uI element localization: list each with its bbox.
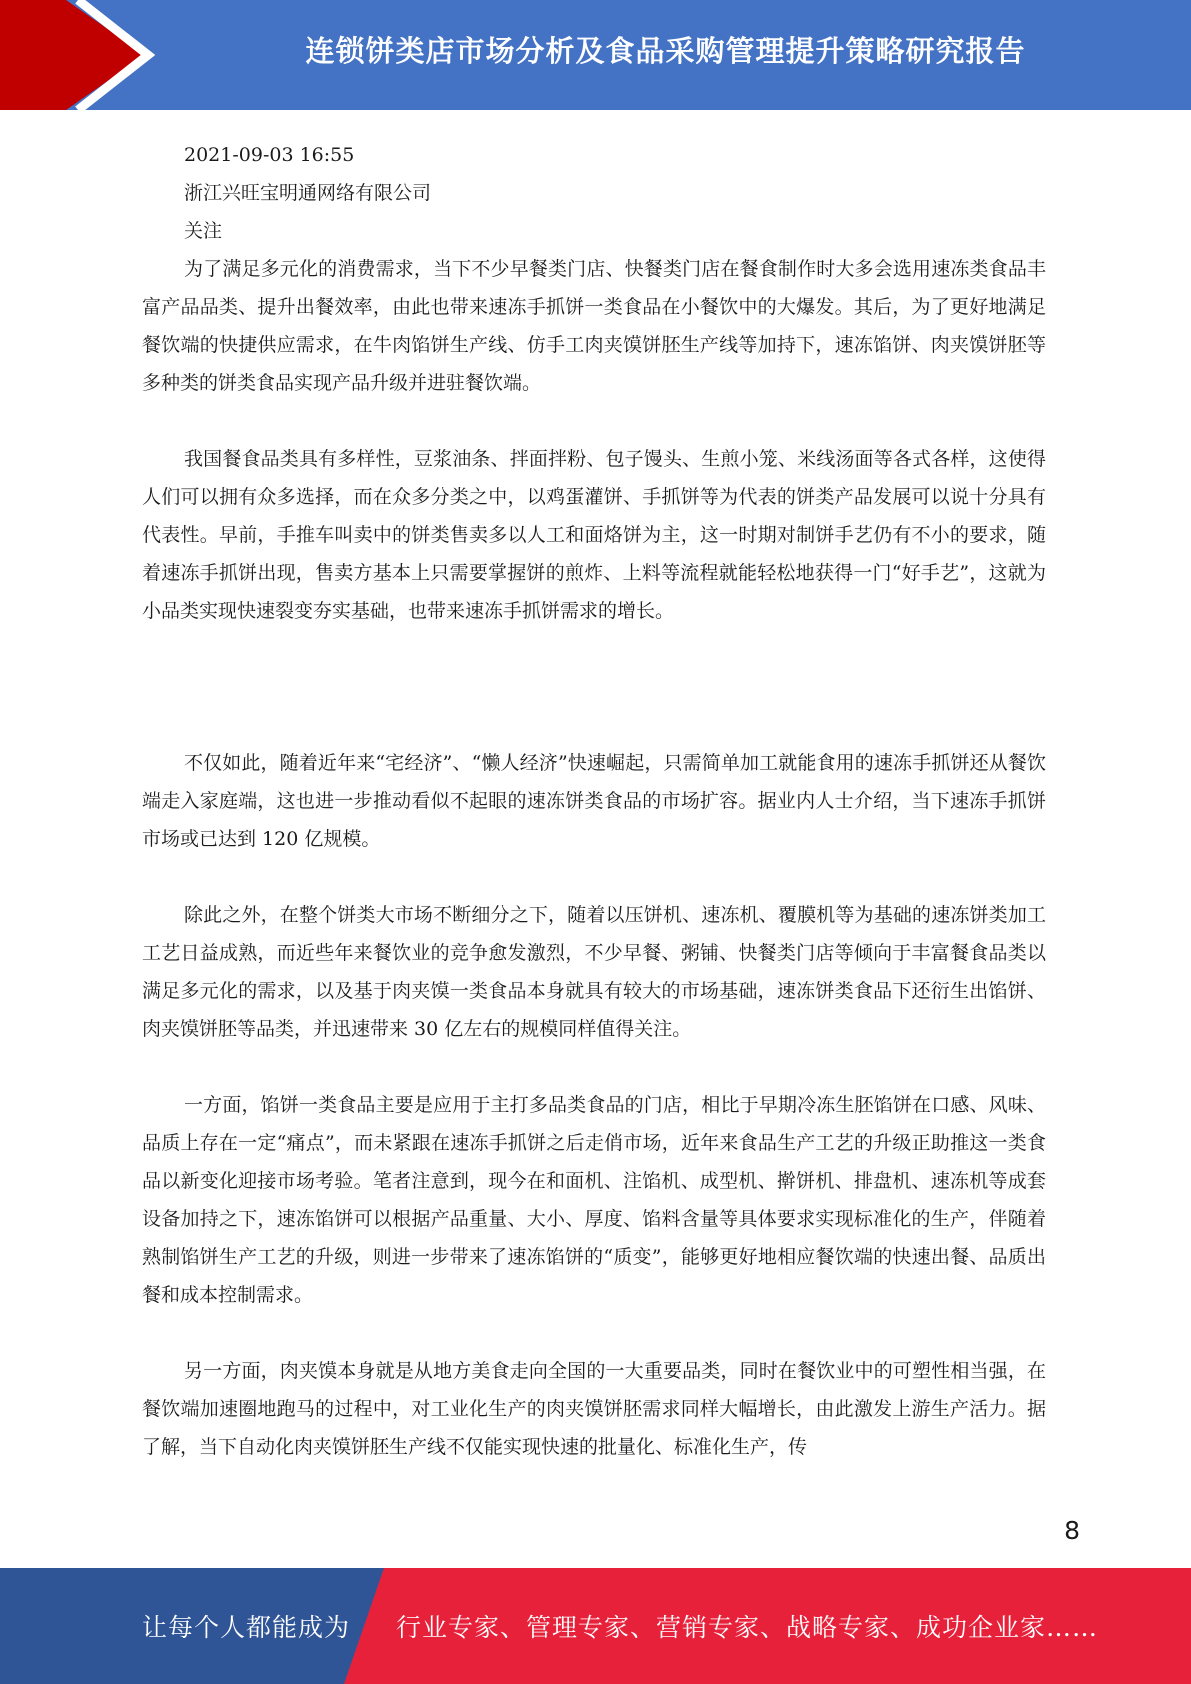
- paragraph: 不仅如此，随着近年来“宅经济”、“懒人经济”快速崛起，只需简单加工就能食用的速冻手抓饼还从餐饮端走入家庭端，这也进一步推动看似不起眼的速冻饼类食品的市场扩容。据业内人士介绍，当下速冻手抓饼市场或已达到 120 亿规模。: [142, 752, 1046, 850]
- page-number: 8: [1064, 1516, 1080, 1545]
- paragraph: 一方面，馅饼一类食品主要是应用于主打多品类食品的门店，相比于早期冷冻生胚馅饼在口感、风味、品质上存在一定“痛点”，而未紧跟在速冻手抓饼之后走俏市场，近年来食品生产工艺的升级正助推这一类食品以新变化迎接市场考验。笔者注意到，现今在和面机、注馅机、成型机、擀饼机、排盘机、速冻机等成套设备加持之下，速冻馅饼可以根据产品重量、大小、厚度、馅料含量等具体要求实现标准化的生产，伴随着熟制馅饼生产工艺的升级，则进一步带来了速冻馅饼的“质变”，能够更好地相应餐饮端的快速出餐、品质出餐和成本控制需求。: [142, 1094, 1046, 1306]
- paragraph-spacer: [142, 858, 1046, 896]
- paragraph-spacer: [142, 1314, 1046, 1352]
- page-header: [0, 0, 1191, 110]
- report-title: 连锁饼类店市场分析及食品采购管理提升策略研究报告: [305, 33, 1026, 68]
- paragraph-spacer: [142, 1048, 1046, 1086]
- article-body: [142, 136, 1046, 1466]
- paragraph: 为了满足多元化的消费需求，当下不少早餐类门店、快餐类门店在餐食制作时大多会选用速冻类食品丰富产品品类、提升出餐效率，由此也带来速冻手抓饼一类食品在小餐饮中的大爆发。其后，为了更好地满足餐饮端的快捷供应需求，在牛肉馅饼生产线、仿手工肉夹馍饼胚生产线等加持下，速冻馅饼、肉夹馍饼胚等多种类的饼类食品实现产品升级并进驻餐饮端。: [142, 258, 1046, 394]
- article-datetime: 2021-09-03 16:55: [184, 144, 355, 166]
- footer-slogan-right: 行业专家、管理专家、营销专家、战略专家、成功企业家……: [396, 1613, 1099, 1642]
- follow-link[interactable]: 关注: [184, 220, 223, 242]
- page-footer: [0, 1568, 1191, 1684]
- paragraph: 另一方面，肉夹馍本身就是从地方美食走向全国的一大重要品类，同时在餐饮业中的可塑性相当强，在餐饮端加速圈地跑马的过程中，对工业化生产的肉夹馍饼胚需求同样大幅增长，由此激发上游生产活力。据了解，当下自动化肉夹馍饼胚生产线不仅能实现快速的批量化、标准化生产，传: [142, 1360, 1046, 1458]
- paragraph: 我国餐食品类具有多样性，豆浆油条、拌面拌粉、包子馒头、生煎小笼、米线汤面等各式各样，这使得人们可以拥有众多选择，而在众多分类之中，以鸡蛋灌饼、手抓饼等为代表的饼类产品发展可以说十分具有代表性。早前，手推车叫卖中的饼类售卖多以人工和面烙饼为主，这一时期对制饼手艺仍有不小的要求，随着速冻手抓饼出现，售卖方基本上只需要掌握饼的煎炸、上料等流程就能轻松地获得一门“好手艺”，这就为小品类实现快速裂变夯实基础，也带来速冻手抓饼需求的增长。: [142, 448, 1046, 622]
- header-red-arrow: [0, 0, 145, 110]
- paragraph-spacer: [142, 630, 1046, 744]
- article-source: 浙江兴旺宝明通网络有限公司: [184, 182, 432, 204]
- paragraph: 除此之外，在整个饼类大市场不断细分之下，随着以压饼机、速冻机、覆膜机等为基础的速冻饼类加工工艺日益成熟，而近些年来餐饮业的竞争愈发激烈，不少早餐、粥铺、快餐类门店等倾向于丰富餐食品类以满足多元化的需求，以及基于肉夹馍一类食品本身就具有较大的市场基础，速冻饼类食品下还衍生出馅饼、肉夹馍饼胚等品类，并迅速带来 30 亿左右的规模同样值得关注。: [142, 904, 1046, 1040]
- paragraph-spacer: [142, 402, 1046, 440]
- footer-slogan-left: 让每个人都能成为: [142, 1613, 351, 1642]
